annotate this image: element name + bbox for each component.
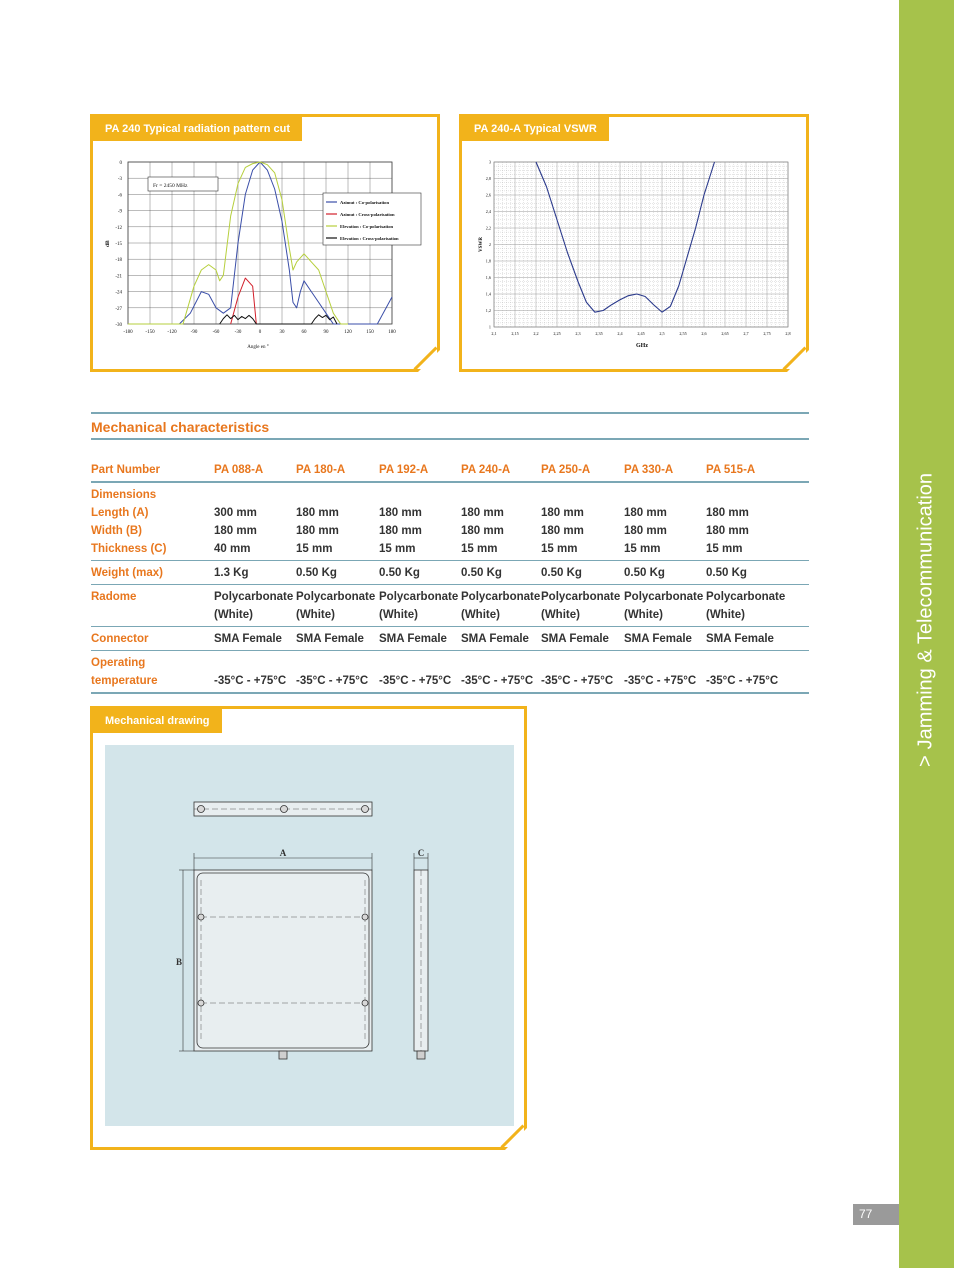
table-cell: 180 mm bbox=[541, 507, 584, 519]
header-cell: Part Number bbox=[91, 461, 214, 482]
table-cell: SMA Female bbox=[214, 627, 296, 651]
table-cell: -35°C - +75°C bbox=[461, 672, 541, 693]
dimension-c-label: C bbox=[417, 848, 425, 858]
y-tick-label: 1,6 bbox=[485, 275, 491, 280]
y-tick-label: 1,8 bbox=[485, 258, 491, 264]
table-cell: (White) bbox=[706, 606, 809, 627]
table-cell: SMA Female bbox=[379, 627, 461, 651]
front-view bbox=[194, 870, 372, 1059]
y-tick-label: 2,2 bbox=[485, 225, 491, 231]
y-tick-label: -30 bbox=[115, 323, 122, 328]
radiation-chart-frame bbox=[90, 114, 440, 372]
header-cell: PA 240-A bbox=[461, 461, 541, 482]
y-tick-label: 1 bbox=[488, 324, 491, 330]
radiation-chart bbox=[93, 117, 437, 369]
table-cell: 180 mm bbox=[379, 525, 422, 537]
table-row bbox=[91, 651, 809, 673]
table-cell: SMA Female bbox=[624, 627, 706, 651]
table-cell: (White) bbox=[379, 606, 461, 627]
table-cell: 180 mm bbox=[379, 507, 422, 519]
header-cell: PA 515-A bbox=[706, 461, 809, 482]
table-cell: 0.50 Kg bbox=[706, 561, 809, 585]
x-tick-label: 180 bbox=[388, 330, 396, 335]
dimension-b-label: B bbox=[175, 957, 183, 967]
row-label: Thickness (C) bbox=[91, 540, 214, 561]
table-cell: SMA Female bbox=[706, 627, 809, 651]
y-tick-label: 0 bbox=[119, 161, 122, 166]
table-cell: -35°C - +75°C bbox=[214, 672, 296, 693]
table-cell: 0.50 Kg bbox=[379, 561, 461, 585]
table-cell: 15 mm bbox=[296, 540, 379, 561]
table-cell: SMA Female bbox=[461, 627, 541, 651]
header-cell: PA 250-A bbox=[541, 461, 624, 482]
table-cell: 180 mm bbox=[541, 525, 584, 537]
table-cell: Polycarbonate bbox=[296, 591, 376, 603]
vswr-y-label: VSWR bbox=[479, 236, 484, 252]
table-cell: 180 mm bbox=[296, 525, 339, 537]
radiation-legend bbox=[323, 193, 421, 245]
header-cell: PA 192-A bbox=[379, 461, 461, 482]
x-tick-label: -90 bbox=[190, 330, 198, 335]
table-cell: 180 mm bbox=[706, 507, 749, 519]
x-tick-label: 2,35 bbox=[595, 331, 603, 336]
table-row bbox=[91, 627, 809, 651]
vswr-chart-tab: PA 240-A Typical VSWR bbox=[462, 117, 609, 141]
vswr-chart-frame bbox=[459, 114, 809, 372]
table-cell: 15 mm bbox=[706, 540, 809, 561]
drawing-area bbox=[105, 745, 514, 1126]
table-cell: 180 mm bbox=[461, 525, 504, 537]
x-tick-label: 150 bbox=[366, 330, 374, 335]
x-tick-label: -60 bbox=[212, 330, 220, 335]
x-tick-label: 2,65 bbox=[721, 331, 729, 336]
row-label: Connector bbox=[91, 627, 214, 651]
row-label: Operating bbox=[91, 657, 146, 669]
table-cell: 1.3 Kg bbox=[214, 561, 296, 585]
x-tick-label: 2,4 bbox=[617, 331, 623, 336]
table-cell: 15 mm bbox=[624, 540, 706, 561]
x-tick-label: -30 bbox=[234, 330, 242, 335]
y-tick-label: -6 bbox=[117, 193, 122, 199]
legend-entry: Azimut : Cross-polarisation bbox=[340, 212, 395, 217]
table-cell: Polycarbonate bbox=[214, 591, 294, 603]
x-tick-label: 2,3 bbox=[575, 331, 581, 336]
y-tick-label: -27 bbox=[115, 306, 122, 312]
x-tick-label: 2,5 bbox=[659, 331, 665, 336]
table-cell: Polycarbonate bbox=[706, 591, 786, 603]
y-tick-label: -3 bbox=[117, 177, 122, 183]
header-cell: PA 180-A bbox=[296, 461, 379, 482]
table-cell: 0.50 Kg bbox=[461, 561, 541, 585]
mechanical-drawing-tab: Mechanical drawing bbox=[93, 709, 222, 733]
row-label: Dimensions bbox=[91, 489, 157, 501]
radiation-chart-tab: PA 240 Typical radiation pattern cut bbox=[93, 117, 302, 141]
table-cell: 180 mm bbox=[624, 525, 667, 537]
y-tick-label: -9 bbox=[117, 209, 122, 215]
section-heading-text: Mechanical characteristics bbox=[91, 419, 270, 435]
table-cell: -35°C - +75°C bbox=[379, 672, 461, 693]
x-tick-label: 2,2 bbox=[533, 331, 539, 336]
table-cell: 180 mm bbox=[296, 507, 339, 519]
y-tick-label: -24 bbox=[115, 290, 122, 296]
x-tick-label: 90 bbox=[323, 330, 329, 335]
header-cell: PA 088-A bbox=[214, 461, 296, 482]
table-header-row bbox=[91, 461, 809, 482]
table-cell: 40 mm bbox=[214, 540, 296, 561]
y-tick-label: -21 bbox=[115, 274, 122, 280]
table-cell: 180 mm bbox=[214, 525, 257, 537]
table-cell: 0.50 Kg bbox=[541, 561, 624, 585]
y-tick-label: -15 bbox=[115, 242, 122, 247]
y-tick-label: -12 bbox=[115, 225, 122, 231]
table-row bbox=[91, 561, 809, 585]
x-tick-label: 2,55 bbox=[679, 331, 687, 336]
table-cell: -35°C - +75°C bbox=[624, 672, 706, 693]
row-label: Radome bbox=[91, 591, 137, 603]
table-row bbox=[91, 585, 809, 607]
page-number: 77 bbox=[853, 1204, 899, 1225]
x-tick-label: 2,75 bbox=[763, 331, 771, 336]
x-tick-label: -150 bbox=[145, 330, 155, 335]
legend-entry: Elevation : Cross-polarisation bbox=[340, 236, 399, 241]
x-tick-label: 2,6 bbox=[701, 331, 707, 336]
table-cell: (White) bbox=[541, 606, 624, 627]
y-tick-label: -18 bbox=[115, 258, 122, 264]
x-tick-label: 2,8 bbox=[785, 331, 791, 336]
y-tick-label: 3 bbox=[488, 159, 491, 165]
sidebar-label: Jamming & Telecommunication bbox=[914, 472, 937, 750]
x-tick-label: -180 bbox=[123, 330, 133, 335]
table-cell: -35°C - +75°C bbox=[296, 672, 379, 693]
table-cell: (White) bbox=[214, 606, 296, 627]
dimension-a-label: A bbox=[279, 848, 287, 858]
table-row bbox=[91, 482, 809, 504]
table-cell: 15 mm bbox=[541, 540, 624, 561]
x-tick-label: 120 bbox=[344, 330, 352, 335]
top-view bbox=[194, 802, 372, 816]
row-label: Width (B) bbox=[91, 525, 142, 537]
row-label: Weight (max) bbox=[91, 561, 214, 585]
table-cell: (White) bbox=[296, 606, 379, 627]
table-row bbox=[91, 522, 809, 540]
table-row bbox=[91, 540, 809, 561]
table-cell: 0.50 Kg bbox=[296, 561, 379, 585]
x-tick-label: 0 bbox=[258, 330, 262, 335]
section-title-vertical bbox=[915, 473, 938, 767]
x-tick-label: 2,25 bbox=[553, 331, 561, 336]
table-cell: -35°C - +75°C bbox=[706, 672, 809, 693]
table-cell: -35°C - +75°C bbox=[541, 672, 624, 693]
table-row bbox=[91, 672, 809, 693]
mechanical-characteristics-heading bbox=[91, 412, 809, 440]
y-tick-label: 1,2 bbox=[485, 308, 491, 313]
x-tick-label: -120 bbox=[167, 330, 177, 335]
chevron-right-icon: > bbox=[914, 755, 937, 768]
vswr-chart bbox=[462, 117, 806, 369]
x-tick-label: 60 bbox=[301, 330, 307, 335]
table-row bbox=[91, 606, 809, 627]
table-cell: 180 mm bbox=[706, 525, 749, 537]
legend-entry: Elevation : Co-polarisation bbox=[340, 224, 394, 229]
table-cell: Polycarbonate bbox=[461, 591, 541, 603]
mechanical-drawing bbox=[105, 745, 514, 1126]
table-cell: 300 mm bbox=[214, 507, 257, 519]
y-tick-label: 2,6 bbox=[485, 192, 491, 198]
table-cell: (White) bbox=[624, 606, 706, 627]
y-tick-label: 2,8 bbox=[485, 176, 491, 181]
row-label: temperature bbox=[91, 672, 214, 693]
side-view bbox=[414, 853, 428, 1059]
y-tick-label: 2,4 bbox=[485, 209, 491, 214]
x-tick-label: 2,1 bbox=[491, 331, 497, 336]
table-cell: 180 mm bbox=[461, 507, 504, 519]
mechanical-spec-table bbox=[91, 461, 809, 694]
table-cell: Polycarbonate bbox=[541, 591, 621, 603]
table-cell: SMA Female bbox=[541, 627, 624, 651]
table-cell: 180 mm bbox=[624, 507, 667, 519]
mechanical-drawing-frame bbox=[90, 706, 527, 1150]
table-row bbox=[91, 504, 809, 522]
table-cell: Polycarbonate bbox=[624, 591, 704, 603]
x-tick-label: 2,7 bbox=[743, 331, 749, 336]
y-tick-label: 2 bbox=[488, 242, 491, 247]
radiation-x-label: Angle en ° bbox=[247, 345, 269, 350]
x-tick-label: 2,15 bbox=[511, 331, 519, 336]
y-tick-label: 1,4 bbox=[485, 291, 491, 297]
x-tick-label: 2,45 bbox=[637, 331, 645, 336]
table-cell: (White) bbox=[461, 606, 541, 627]
row-label: Length (A) bbox=[91, 507, 149, 519]
radiation-y-label: dB bbox=[105, 240, 111, 247]
legend-entry: Azimut : Co-polarisation bbox=[340, 200, 389, 205]
table-cell: 0.50 Kg bbox=[624, 561, 706, 585]
vswr-x-label: GHz bbox=[636, 343, 648, 349]
x-tick-label: 30 bbox=[279, 330, 285, 335]
header-cell: PA 330-A bbox=[624, 461, 706, 482]
table-cell: 15 mm bbox=[379, 540, 461, 561]
frequency-annotation: Fr = 2450 MHz bbox=[153, 183, 188, 189]
table-cell: 15 mm bbox=[461, 540, 541, 561]
table-cell: SMA Female bbox=[296, 627, 379, 651]
table-cell: Polycarbonate bbox=[379, 591, 459, 603]
